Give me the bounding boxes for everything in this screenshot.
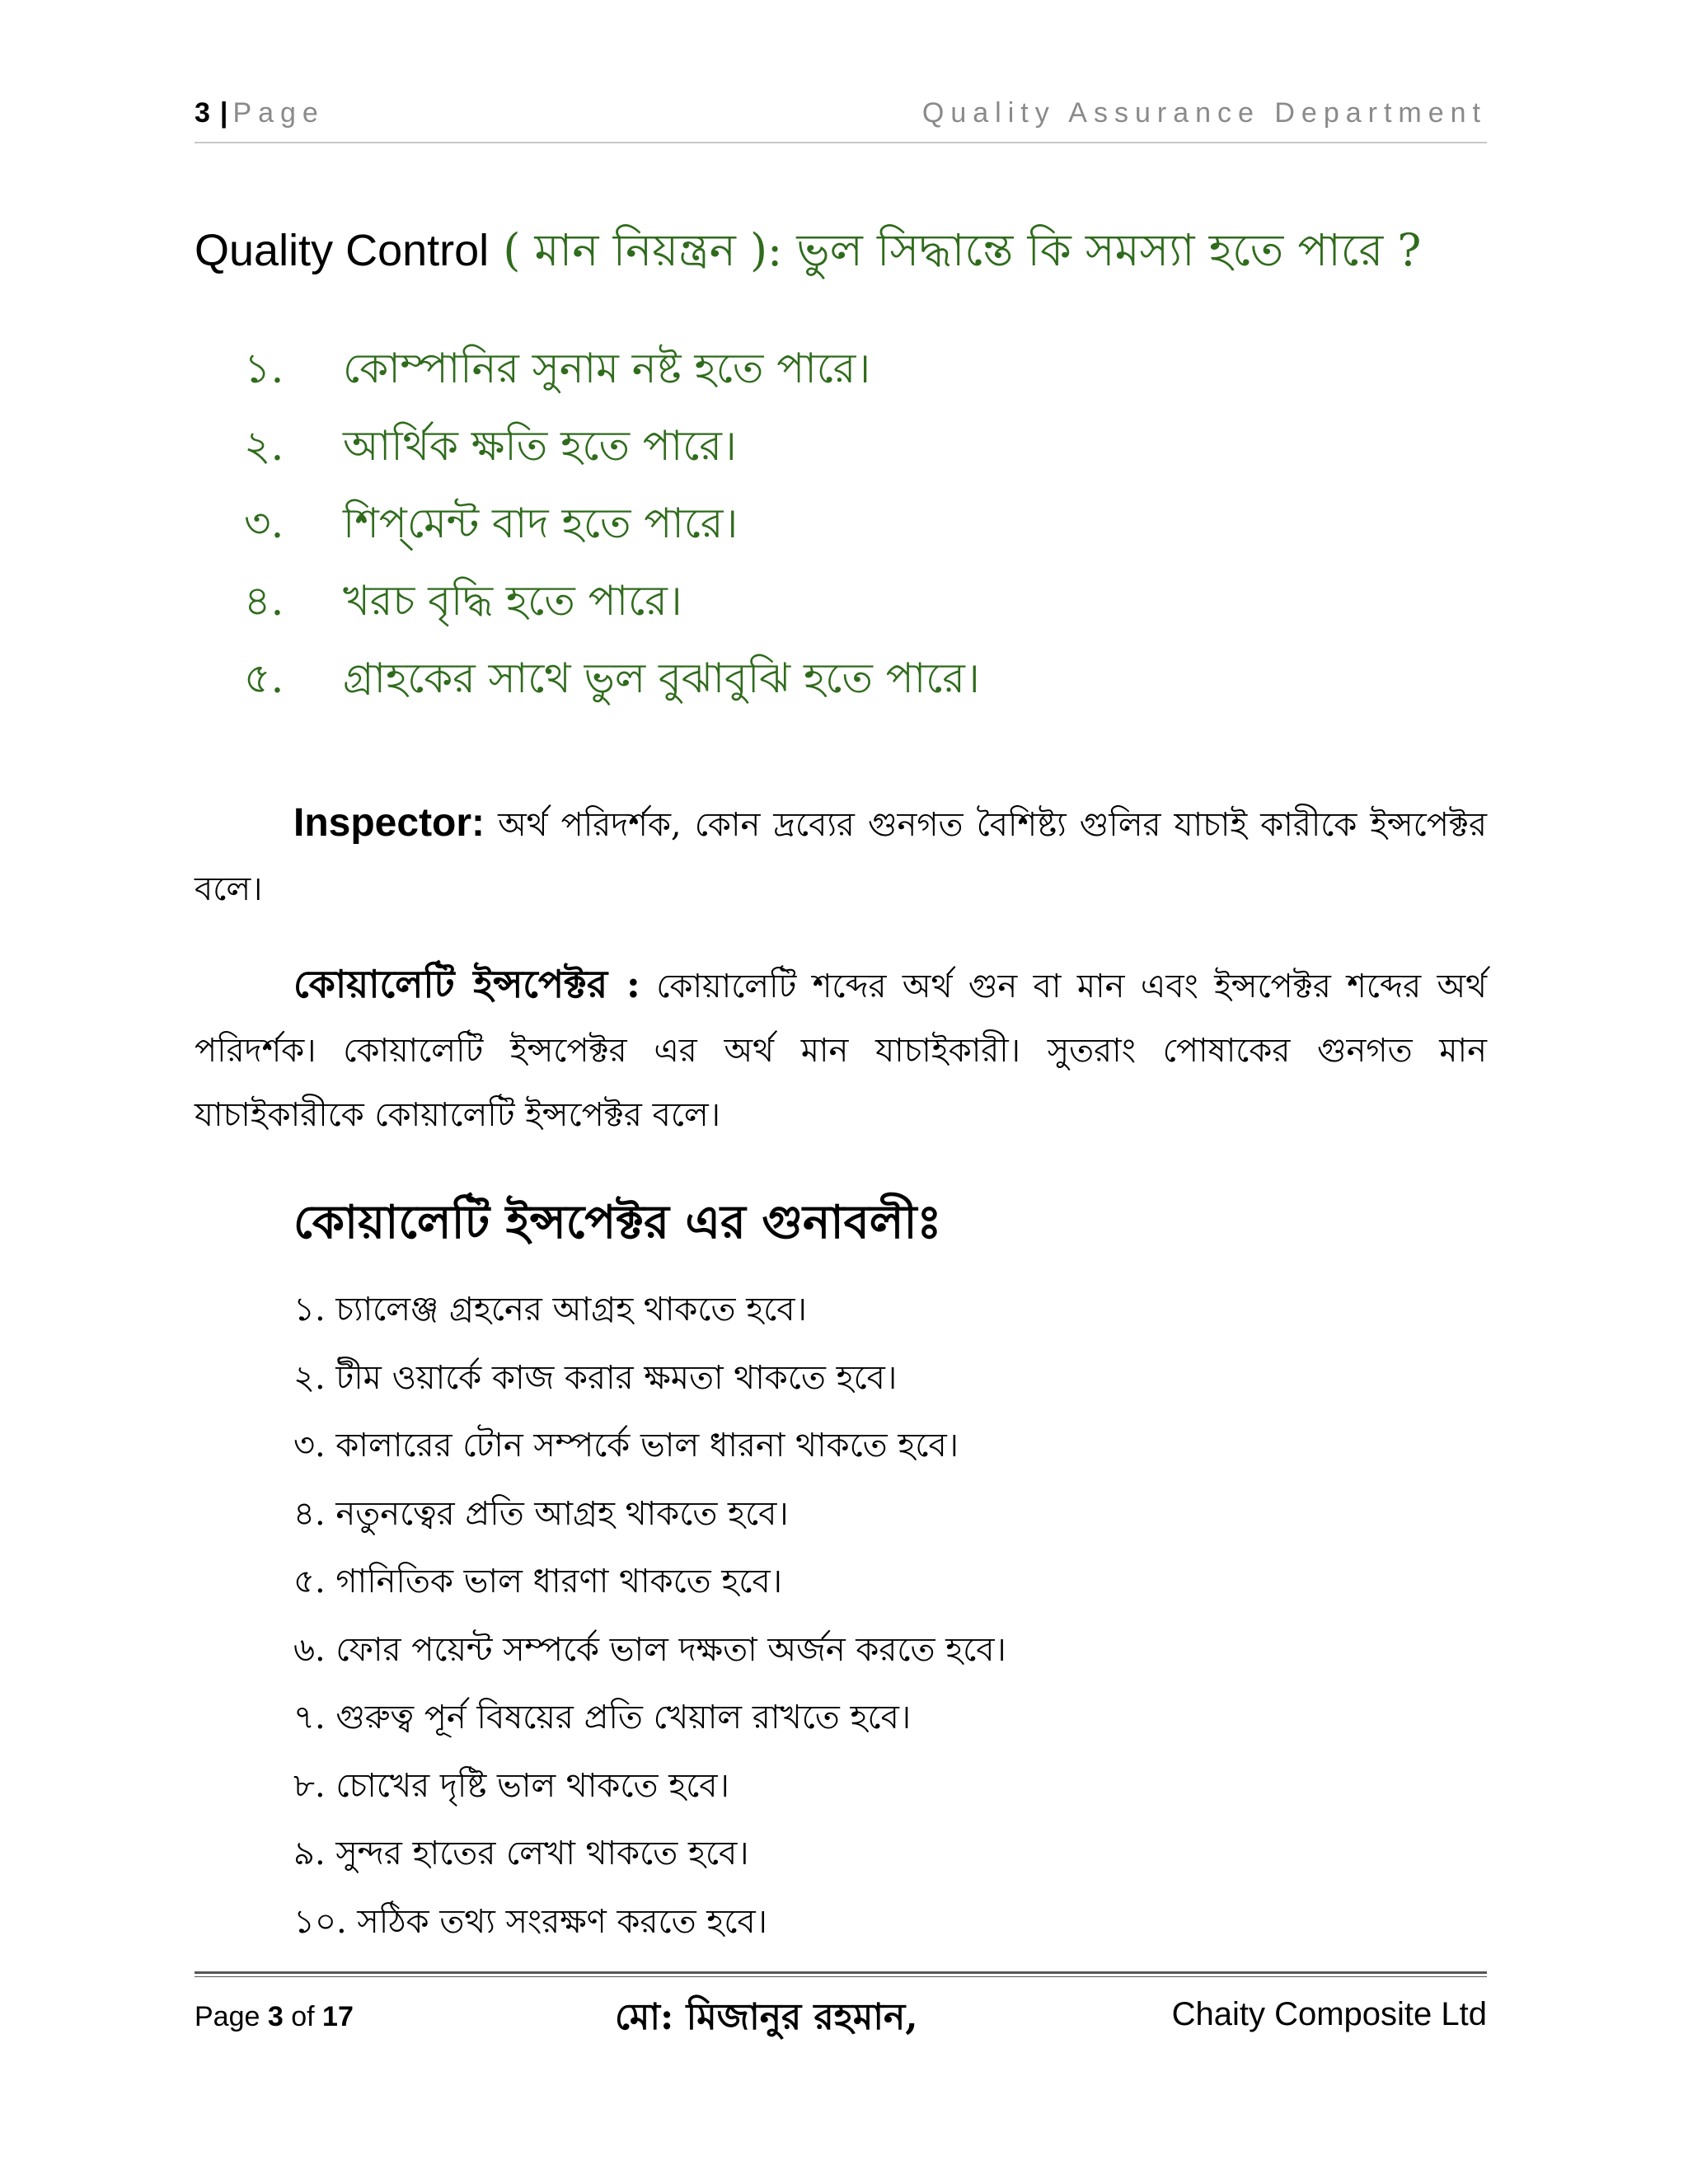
quality-inspector-paragraph — [195, 952, 1487, 1147]
list-item-number: ৩. — [244, 499, 284, 547]
list-item-text: শিপ্‌মেন্ট বাদ হতে পারে। — [343, 499, 738, 547]
header-page-number: 3 — [195, 97, 217, 129]
title-english: Quality Control — [195, 226, 490, 275]
page-header — [195, 97, 1487, 143]
footer-divider — [195, 1971, 1487, 1977]
list-item — [244, 562, 980, 640]
list-item-text: কোম্পানির সুনাম নষ্ট হতে পারে। — [343, 344, 871, 392]
list-item-number: ২. — [244, 422, 284, 470]
list-item — [244, 330, 980, 407]
list-item-number: ১. — [244, 344, 284, 392]
list-item-text: গ্রাহকের সাথে ভুল বুঝাবুঝি হতে পারে। — [343, 654, 980, 702]
header-department: Quality Assurance Department — [921, 97, 1487, 129]
list-item: ৬. ফোর পয়েন্ট সম্পর্কে ভাল দক্ষতা অর্জন করতে হবে। — [293, 1630, 1006, 1669]
footer-page-prefix: Page — [195, 2001, 268, 2032]
title-bengali: ( মান নিয়ন্ত্রন ): ভুল সিদ্ধান্তে কি সমস্যা হতে পারে ? — [489, 224, 1422, 276]
list-item-number: ৫. — [244, 654, 284, 702]
footer-page-count — [195, 2001, 354, 2033]
list-item: ৯. সুন্দর হাতের লেখা থাকতে হবে। — [293, 1835, 749, 1872]
inspector-paragraph — [195, 791, 1487, 921]
header-separator: | — [219, 97, 228, 129]
page-title — [195, 216, 1513, 290]
list-item: ১০. সঠিক তথ্য সংরক্ষণ করতে হবে। — [293, 1902, 767, 1941]
list-item: ৮. চোখের দৃষ্টি ভাল থাকতে হবে। — [293, 1766, 729, 1805]
footer-total-pages: 17 — [322, 2001, 354, 2032]
list-item-text: আর্থিক ক্ষতি হতে পারে। — [343, 422, 737, 470]
quality-inspector-definition: কোয়ালেটি শব্দের অর্থ গুন বা মান এবং ইন্সপেক্টর শব্দের অর্থ পরিদর্শক। কোয়ালেটি ইন্সপেক্টর এর অর্থ মান যাচাইকারী। সুতরাং পোষাকের গুনগত মান যাচাইকারীকে কোয়ালেটি ইন্সপেক্টর বলে। — [195, 968, 1487, 1134]
footer-author: মো: মিজানুর রহমান, — [615, 1996, 918, 2038]
list-item: ৭. গুরুত্ব পূর্ন বিষয়ের প্রতি খেয়াল রাখতে হবে। — [293, 1699, 912, 1736]
header-page-word: Page — [232, 97, 325, 129]
list-item: ১. চ্যালেঞ্জ গ্রহনের আগ্রহ থাকতে হবে। — [293, 1291, 807, 1329]
list-item: ২. টীম ওয়ার্কে কাজ করার ক্ষমতা থাকতে হবে। — [293, 1358, 898, 1397]
inspector-term: Inspector: — [293, 801, 485, 845]
list-item-text: খরচ বৃদ্ধি হতে পারে। — [343, 577, 682, 625]
problems-list — [244, 330, 980, 717]
footer-current-page: 3 — [267, 2001, 284, 2032]
footer-company: Chaity Composite Ltd — [1171, 1996, 1487, 2032]
qualities-heading: কোয়ালেটি ইন্সপেক্টর এর গুনাবলীঃ — [293, 1195, 942, 1249]
list-item — [244, 485, 980, 562]
qualities-list — [293, 1276, 1006, 1956]
list-item: ৫. গানিতিক ভাল ধারণা থাকতে হবে। — [293, 1563, 783, 1601]
page-footer — [195, 1986, 1487, 2044]
quality-inspector-term: কোয়ালেটি ইন্সপেক্টর : — [293, 962, 640, 1006]
list-item — [244, 407, 980, 485]
list-item: ৩. কালারের টোন সম্পর্কে ভাল ধারনা থাকতে হবে। — [293, 1427, 959, 1465]
list-item — [244, 640, 980, 717]
list-item: ৪. নতুনত্বের প্রতি আগ্রহ থাকতে হবে। — [293, 1494, 789, 1533]
inspector-definition: অর্থ পরিদর্শক, কোন দ্রব্যের গুনগত বৈশিষ্ট্য গুলির যাচাই কারীকে ইন্সপেক্টর বলে। — [195, 806, 1487, 908]
footer-of-word: of — [283, 2001, 323, 2032]
list-item-number: ৪. — [244, 577, 284, 625]
